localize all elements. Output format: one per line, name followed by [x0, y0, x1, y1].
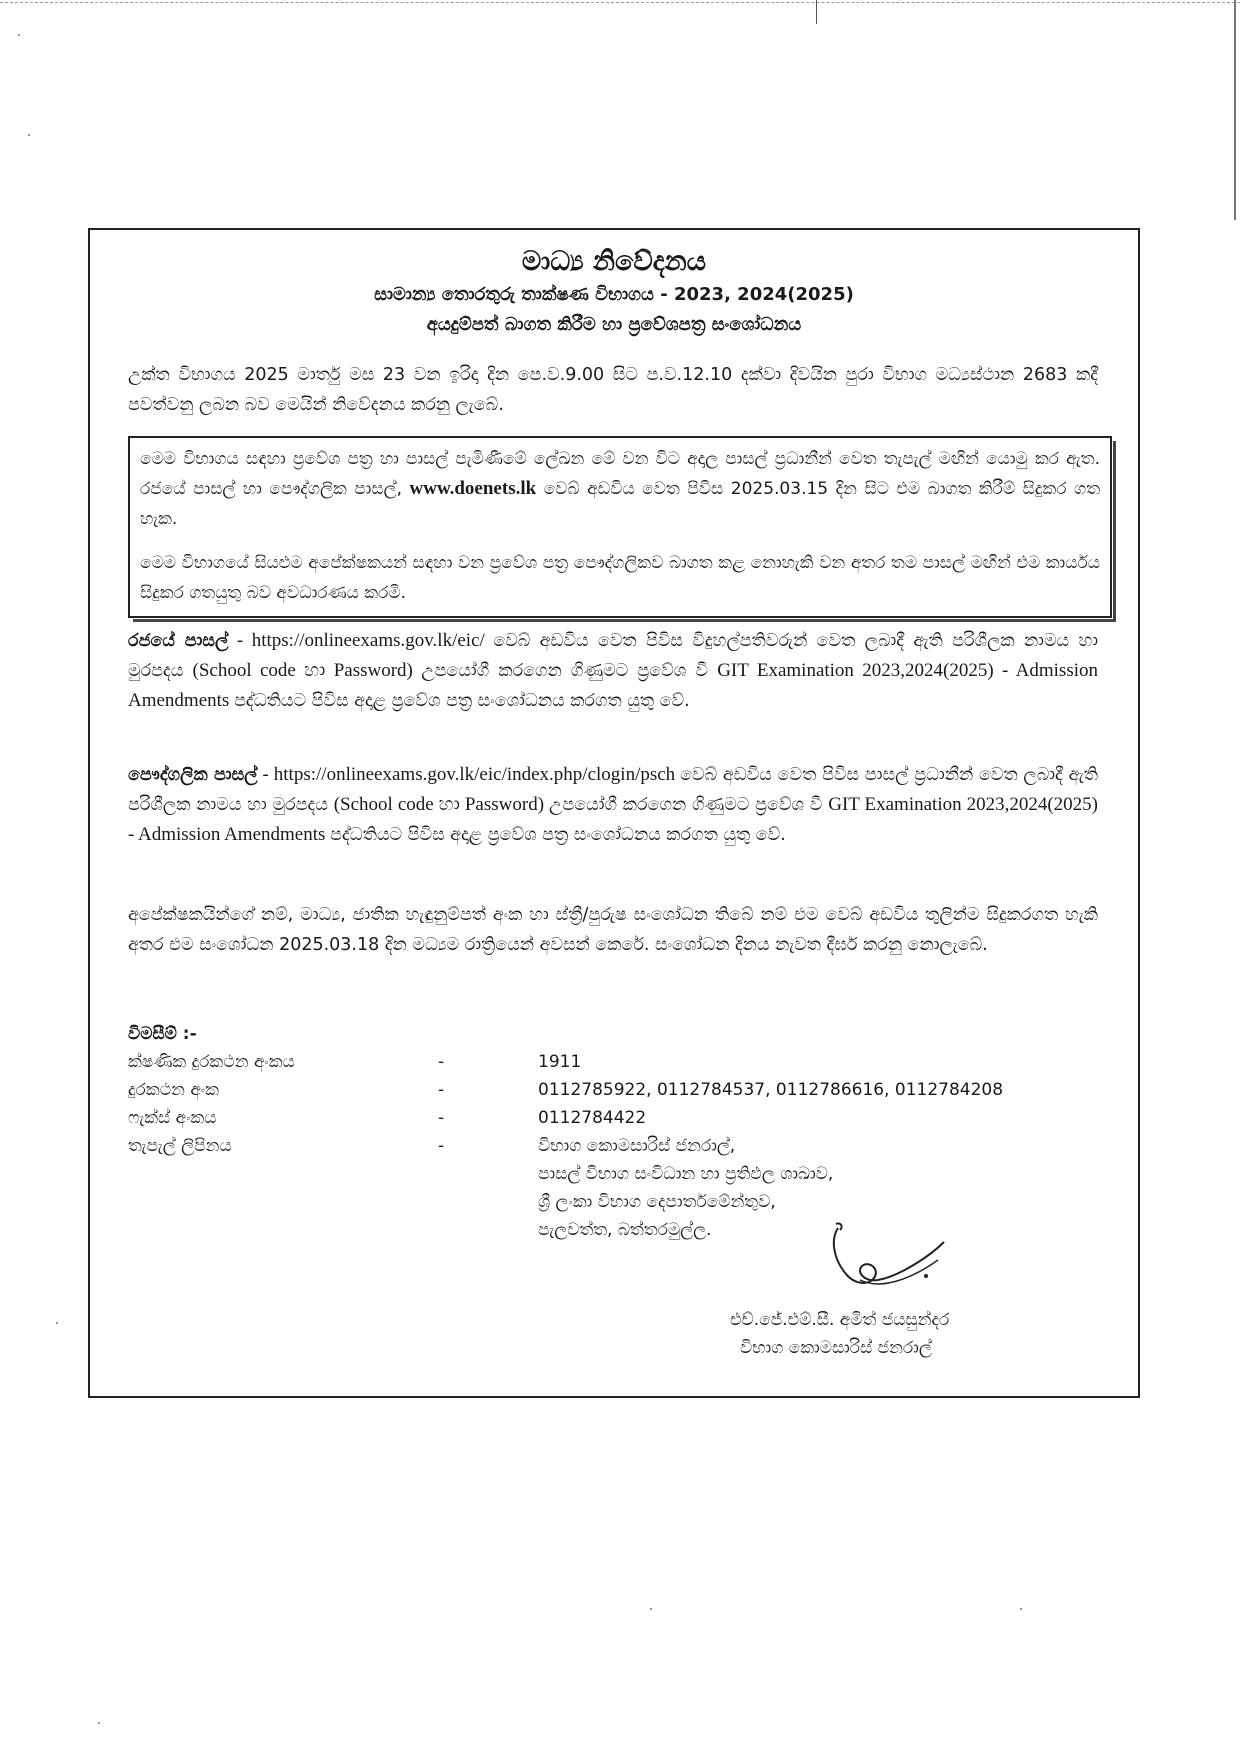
box-text: මෙම විභාගය සඳහා ප්‍රවේශ පත්‍ර හා පාසල් පැමිණීමේ ලේඛන මේ වන විට අදාල පාසල් ප්‍රධානීන් වෙත තැපැල් මඟින් යොමු කර ඇත. රජයේ පාසල් හා පෞද්ගලික පාසල්, — [140, 449, 1100, 499]
contact-label: ෆැක්ස් අංකය — [128, 1108, 217, 1128]
signer-name: එච්.ජේ.එම්.සී. අමිත් ජයසුන්දර — [730, 1310, 950, 1330]
contact-dash: - — [438, 1052, 445, 1072]
scan-speck — [98, 1722, 100, 1724]
contact-dash: - — [438, 1080, 445, 1100]
page-title: මාධ්‍ය නිවේදනය — [521, 246, 707, 277]
intro-paragraph: උක්ත විභාගය 2025 මාර්තු මස 23 වන ඉරිදා දින පෙ.ව.9.00 සිට ප.ව.12.10 දක්වා දිවයින පුරා විභාග මධ්‍යස්ථාන 2683 කදී පවත්වනු ලබන බව මෙයින් නිවේදනය කරනු ලැබේ. — [128, 365, 1098, 415]
contact-label: තැපැල් ලිපිනය — [128, 1136, 232, 1156]
contact-row — [128, 1104, 1088, 1132]
contact-value: 1911 — [538, 1052, 582, 1072]
contact-label: ක්ෂණික දුරකථන අංකය — [128, 1052, 295, 1072]
box-text: වෙබ් අඩවිය වෙත පිවිස 2025.03.15 දින සිට එම බාගත කිරීම් සිදුකර ගත හැක. — [140, 479, 1100, 529]
para-text: (School code හා Password) — [333, 794, 550, 815]
contact-row — [128, 1048, 1088, 1076]
contact-row — [128, 1132, 1088, 1160]
notice-frame — [88, 228, 1140, 1398]
box-paragraph-2: මෙම විභාගයේ සියළුම අපේක්ෂකයන් සඳහා වන ප්‍රවේශ පත්‍ර පෞද්ගලිකව බාගත කළ නොහැකි වන අතර තම පාසල් මඟින් එම කාර්යය සිදුකර ගතයුතු බව අවධාරණය කරමි. — [140, 553, 1100, 603]
private-url[interactable]: - https://onlineexams.gov.lk/eic/index.php/clogin/psch — [257, 764, 681, 785]
notice-box — [128, 436, 1112, 618]
contacts-section — [128, 1020, 1088, 1240]
para-text: (School code හා Password) — [192, 660, 422, 681]
address-line: පැලවත්ත, බත්තරමුල්ල. — [538, 1220, 712, 1240]
signer-title: විභාග කොමසාරිස් ජනරාල් — [740, 1338, 932, 1358]
para-text: වෙබ් අඩවිය වෙත පිවිස විදුහල්පතිවරුන් වෙත ලබාදී ඇති පරිශීලක නාමය හා මුරපදය — [128, 631, 1098, 681]
private-school-label: පෞද්ගලික පාසල් — [128, 765, 258, 785]
scan-speck — [28, 134, 30, 136]
address-line: පාසල් විභාග සංවිධාන හා ප්‍රතිඵල ශාඛාව, — [538, 1164, 834, 1184]
para-text: උපයෝගී කරගෙන ගිණුමට ප්‍රවේශ වී — [421, 661, 718, 681]
para-text: පද්ධතියට පිවිස අදාළ ප්‍රවේශ පත්‍ර සංශෝධනය කරගත යුතු වේ. — [330, 825, 786, 845]
scan-speck — [18, 34, 20, 36]
contact-value: විභාග කොමසාරිස් ජනරාල්, — [538, 1136, 736, 1156]
signature-image — [820, 1220, 950, 1300]
contacts-heading: විමසීම් :- — [128, 1024, 197, 1044]
header — [90, 244, 1138, 340]
scan-artifact-tick — [816, 0, 817, 24]
signer-block — [730, 1306, 949, 1362]
para-text: GIT Examination 2023,2024(2025) - Admission Amendments — [128, 794, 1099, 845]
private-school-paragraph — [128, 760, 1098, 850]
subtitle-exam: සාමාන්‍ය තොරතුරු තාක්ෂණ විභාගය - 2023, 2024(2025) — [374, 284, 854, 305]
amendment-paragraph: අපේක්ෂකයින්ගේ නම්, මාධ්‍ය, ජාතික හැඳුනුම්පත් අංක හා ස්ත්‍රී/පුරුෂ සංශෝධන තිබේ නම් එම වෙබ් අඩවිය තුලින්ම සිදුකරගත හැකි අතර එම සංශෝධන 2025.03.18 දින මධ්‍යම රාත්‍රියෙන් අවසන් කෙරේ. සංශෝධන දිනය නැවත දීර්ඝ කරනු නොලැබේ. — [128, 905, 1098, 955]
para-text: පද්ධතියට පිවිස අදාළ ප්‍රවේශ පත්‍ර සංශෝධනය කරගත යුතු වේ. — [234, 691, 690, 711]
contact-label: දුරකථන අංක — [128, 1080, 219, 1100]
contact-row — [128, 1076, 1088, 1104]
contact-dash: - — [438, 1136, 445, 1156]
contact-dash: - — [438, 1108, 445, 1128]
website-link[interactable]: www.doenets.lk — [409, 478, 537, 499]
para-text: වෙබ් අඩවිය වෙත පිවිස පාසල් ප්‍රධානීන් වෙත ලබාදී ඇති පරිශීලක නාමය හා මුරපදය — [128, 765, 1099, 815]
para-text: GIT Examination 2023,2024(2025) - Admission Amendments — [128, 660, 1098, 711]
scan-speck — [650, 1608, 652, 1610]
scan-speck — [56, 1322, 58, 1324]
box-paragraph-1 — [140, 444, 1100, 534]
scan-speck — [1020, 1608, 1022, 1610]
govt-school-label: රජයේ පාසල් — [128, 631, 229, 651]
subtitle-topic: අයදුම්පත් බාගත කිරීම හා ප්‍රවේශපත්‍ර සංශෝධනය — [426, 314, 802, 335]
govt-url[interactable]: - https://onlineexams.gov.lk/eic/ — [228, 630, 494, 651]
contact-value: 0112785922, 0112784537, 0112786616, 0112784208 — [538, 1080, 1004, 1100]
para-text: උපයෝගී කරගෙන ගිණුමට ප්‍රවේශ වී — [549, 795, 829, 815]
contact-value: 0112784422 — [538, 1108, 647, 1128]
address-line: ශ්‍රී ලංකා විභාග දෙපාර්තමේන්තුව, — [538, 1192, 776, 1212]
scan-artifact-edge — [1234, 0, 1236, 220]
govt-school-paragraph — [128, 626, 1098, 716]
scan-artifact-top — [0, 2, 1240, 6]
